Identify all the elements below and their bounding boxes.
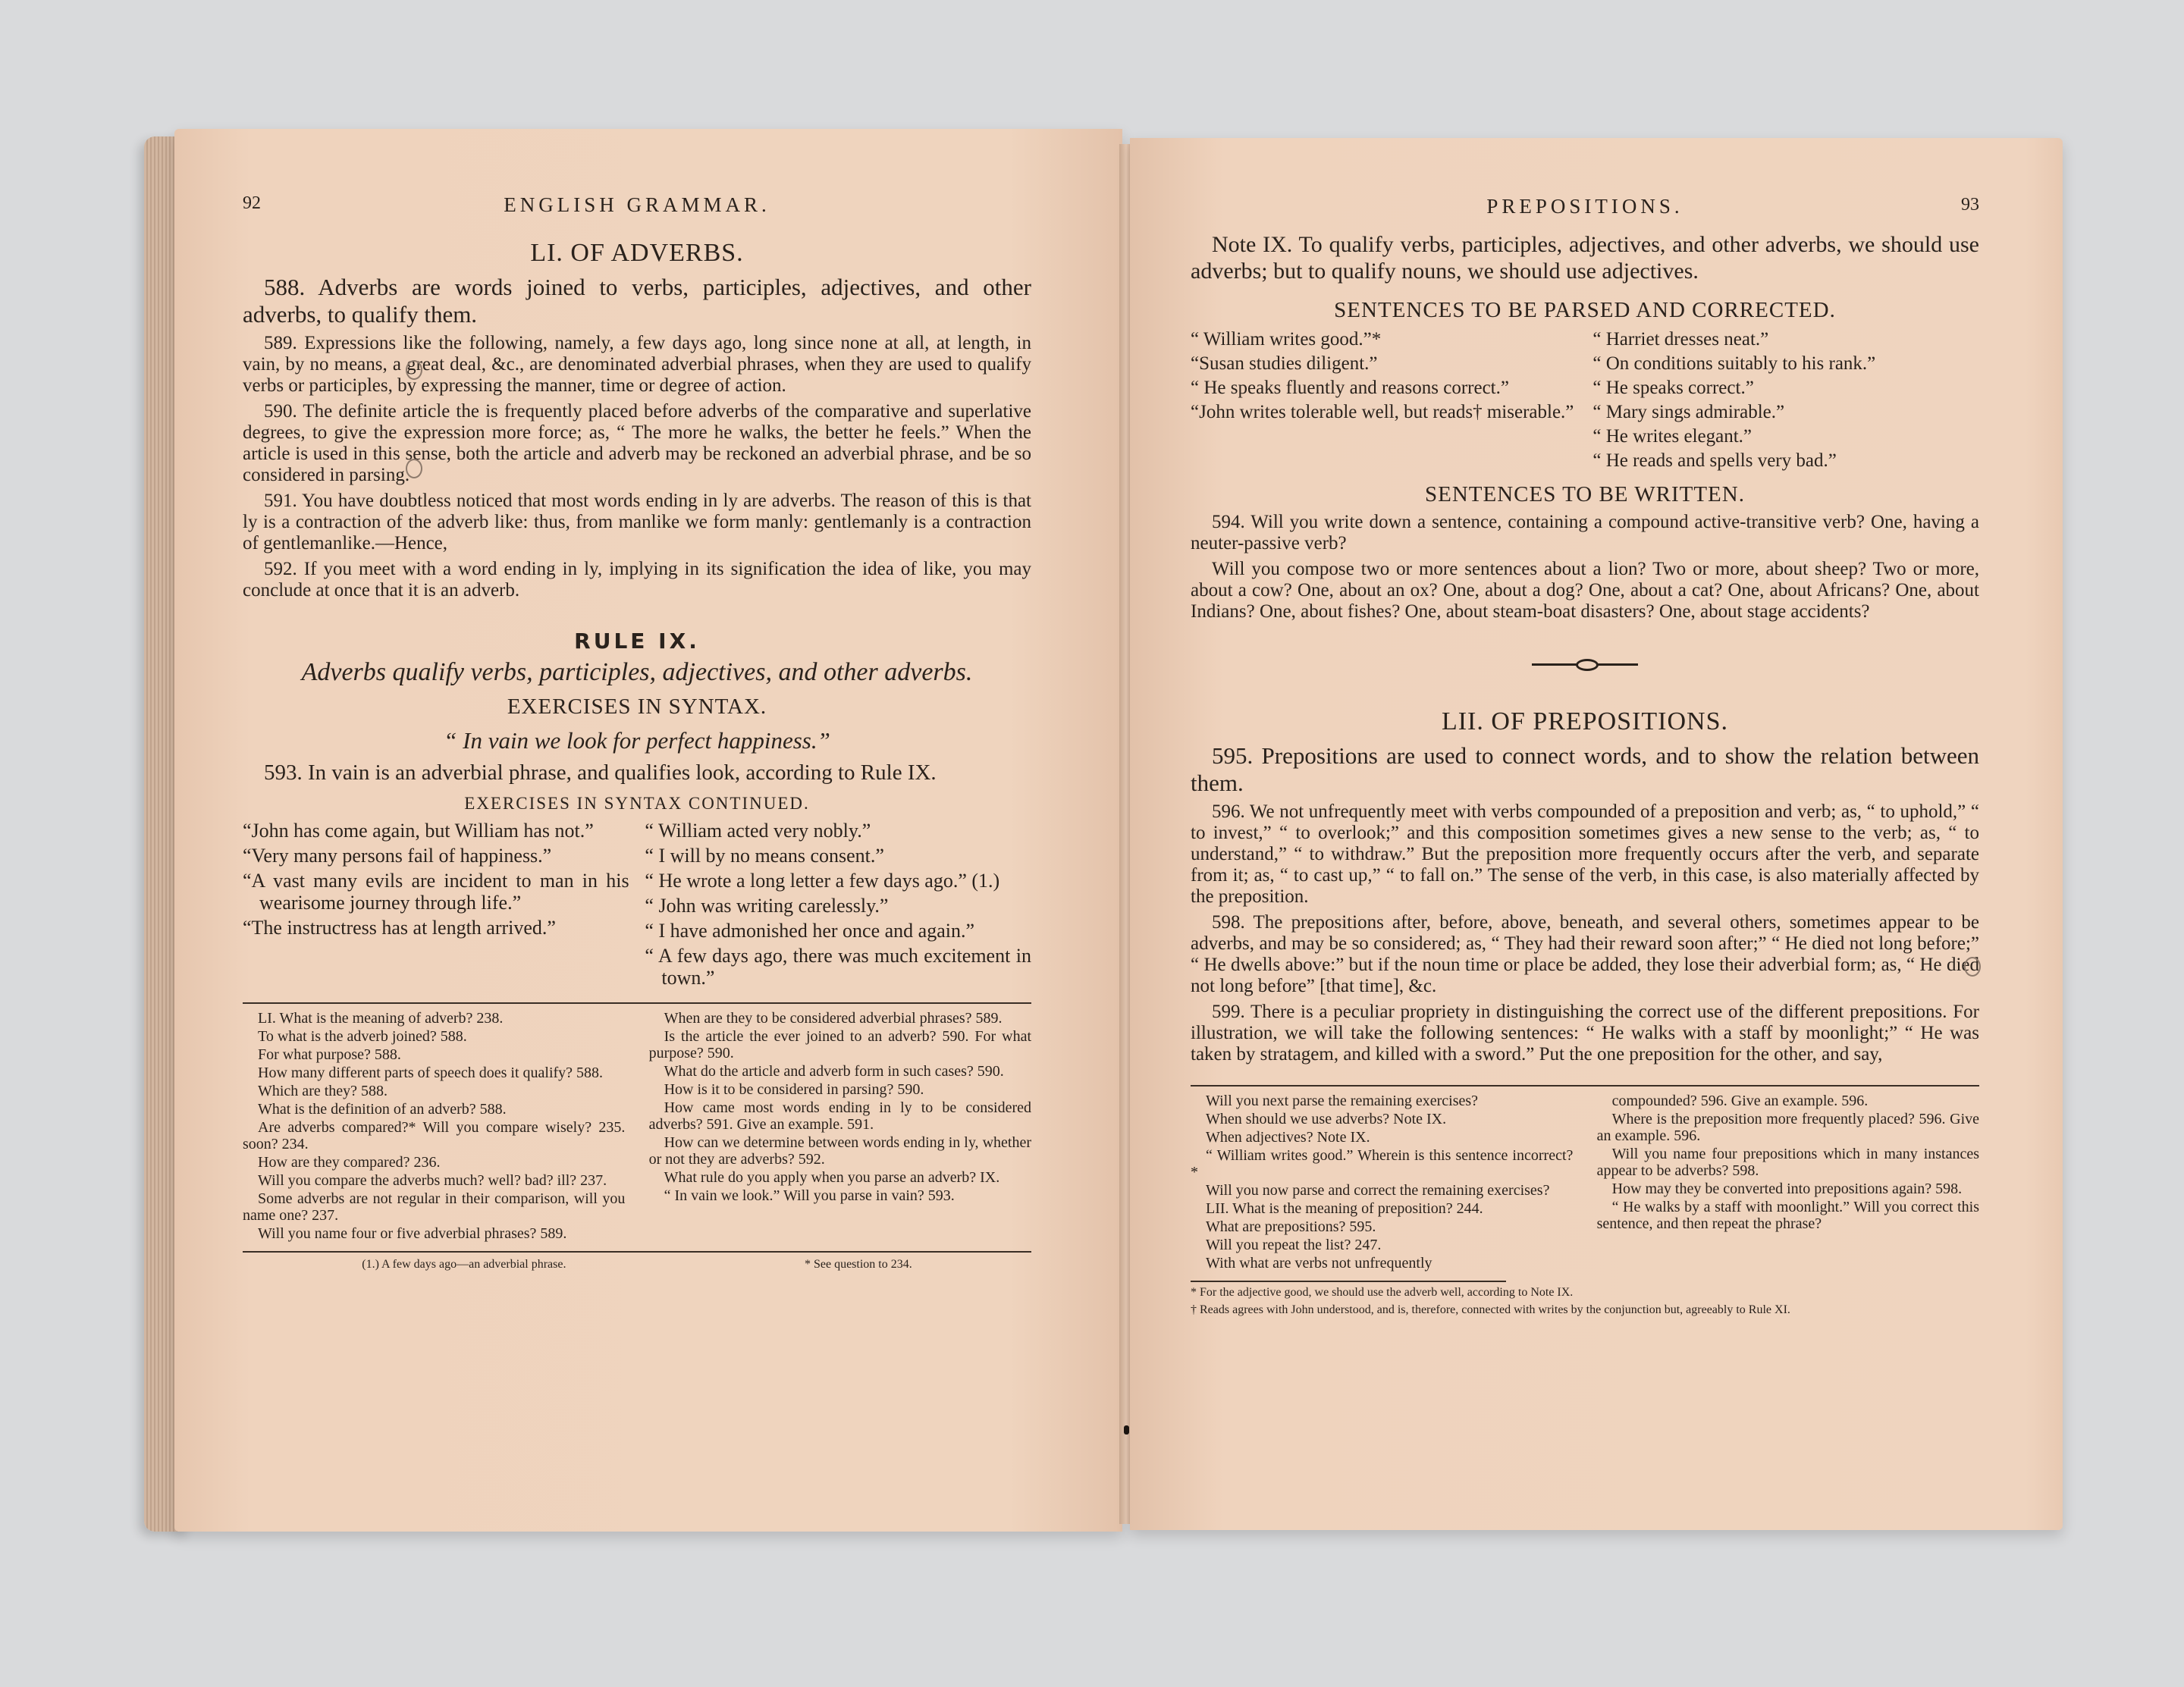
question: Will you repeat the list? 247. xyxy=(1206,1237,1382,1253)
question: What do the article and adverb form in such cases? 590. xyxy=(664,1063,1004,1080)
section-ornament xyxy=(1532,659,1638,669)
question: When are they to be considered adverbial phrases? 589. xyxy=(664,1010,1003,1027)
list-item: “ William acted very nobly.” xyxy=(645,820,871,842)
right-running-title: PREPOSITIONS. xyxy=(1486,195,1684,218)
left-footnotes xyxy=(243,1251,1031,1272)
divider xyxy=(243,1002,1031,1004)
list-item: “Very many persons fail of happiness.” xyxy=(243,845,552,867)
list-item: “John writes tolerable well, but reads† miserable.” xyxy=(1191,402,1574,422)
parsed-column-left xyxy=(1191,329,1577,475)
chapter-title-adverbs: LI. OF ADVERBS. xyxy=(530,239,744,267)
list-item: “The instructress has at length arrived.” xyxy=(243,917,556,939)
question: “ William writes good.” Wherein is this sentence incorrect?* xyxy=(1191,1147,1574,1181)
paragraph-598: 598. The prepositions after, before, above, beneath, and several others, sometimes appear to be adverbs, and may be so considered; as, “ They had their reward soon after;” “ He died not long before;” “ He dwells above:” but if the noun time or place be added, they lose their adverbial form; as, “ He died not long before” [that time], &c. xyxy=(1191,912,1979,996)
footnote: † Reads agrees with John understood, and is, therefore, connected with writes by the conjunction but, agreeably to Rule XI. xyxy=(1191,1303,1790,1316)
question: Will you name four prepositions which in many instances appear to be adverbs? 598. xyxy=(1596,1146,1979,1179)
exercises-continued-heading: EXERCISES IN SYNTAX CONTINUED. xyxy=(464,794,810,813)
footnote: (1.) A few days ago—an adverbial phrase. xyxy=(362,1258,566,1271)
parsed-heading: SENTENCES TO BE PARSED AND CORRECTED. xyxy=(1334,298,1836,322)
question: What rule do you apply when you parse an adverb? IX. xyxy=(664,1169,1000,1186)
list-item: “ On conditions suitably to his rank.” xyxy=(1592,353,1876,374)
rule-text: Adverbs qualify verbs, participles, adjectives, and other adverbs. xyxy=(301,658,973,686)
paragraph-592: 592. If you meet with a word ending in ly, implying in its signification the idea of like, you may conclude at once that it is an adverb. xyxy=(243,559,1031,600)
list-item: “ John was writing carelessly.” xyxy=(645,895,889,917)
right-running-head xyxy=(1191,195,1979,225)
chapter-title-prepositions: LII. OF PREPOSITIONS. xyxy=(1441,707,1729,735)
question: What are prepositions? 595. xyxy=(1206,1218,1376,1235)
question: Where is the preposition more frequently placed? 596. Give an example. 596. xyxy=(1596,1111,1979,1144)
question: For what purpose? 588. xyxy=(258,1046,401,1063)
paragraph-599: 599. There is a peculiar propriety in distinguishing the correct use of the different prepositions. For illustration, we will take the following sentences: “ He walks with a staff by moonlight;” “ He was taken by stratagem, and killed with a sword.” Put the one preposition for the other, and say, xyxy=(1191,1002,1979,1065)
list-item: “ He speaks correct.” xyxy=(1592,378,1754,398)
question: Is the article the ever joined to an adverb? 590. For what purpose? 590. xyxy=(648,1028,1031,1061)
question: Are adverbs compared?* Will you compare wisely? 235. soon? 234. xyxy=(243,1119,626,1152)
question: Will you name four or five adverbial phrases? 589. xyxy=(258,1225,567,1242)
question: LI. What is the meaning of adverb? 238. xyxy=(258,1010,504,1027)
paragraph-596: 596. We not unfrequently meet with verbs compounded of a preposition and verb; as, “ to uphold,” “ to invest,” “ to overlook;” and this composition sometimes gives a new sense to the verb; as, “ to understand,” “ to withdraw.” But the preposition more frequently occurs after the verb, and separate from it; as, “ to cast up,” “ to fall on.” The sense of the verb, in this case, is also materially affected by the preposition. xyxy=(1191,801,1979,907)
list-item: “ I have admonished her once and again.” xyxy=(645,920,974,942)
question: LII. What is the meaning of preposition? 244. xyxy=(1206,1200,1483,1217)
footnote: * For the adjective good, we should use the adverb well, according to Note IX. xyxy=(1191,1286,1574,1299)
left-running-title: ENGLISH GRAMMAR. xyxy=(504,193,770,216)
right-page-number: 93 xyxy=(1961,195,1979,215)
paragraph-590: 590. The definite article the is frequently placed before adverbs of the comparative and superlative degrees, to give the expression more force; as, “ The more he walks, the better he feels.” When the article is used in this sense, both the article and adverb may be reckoned an adverbial phrase, and be so considered in parsing. xyxy=(243,401,1031,485)
question: What is the definition of an adverb? 588. xyxy=(258,1101,507,1118)
questions-column-left xyxy=(243,1010,625,1243)
note-ix: Note IX. To qualify verbs, participles, adjectives, and other adverbs, we should use adverbs; but to qualify nouns, we should use adjectives. xyxy=(1191,232,1979,284)
list-item: “A vast many evils are incident to man in his wearisome journey through life.” xyxy=(243,870,629,914)
question: When should we use adverbs? Note IX. xyxy=(1206,1111,1447,1127)
list-item: “ A few days ago, there was much excitement in town.” xyxy=(645,945,1031,989)
divider xyxy=(1191,1085,1979,1087)
list-item: “John has come again, but William has not.” xyxy=(243,820,594,842)
question: When adjectives? Note IX. xyxy=(1206,1129,1370,1146)
question: Will you next parse the remaining exercises? xyxy=(1206,1093,1479,1109)
binding-stitch xyxy=(1124,1425,1129,1435)
questions-column-right xyxy=(649,1010,1031,1243)
paragraph-594: 594. Will you write down a sentence, containing a compound active-transitive verb? One, having a neuter-passive verb? xyxy=(1191,512,1979,553)
paragraph-594-continued: Will you compose two or more sentences about a lion? Two or more, about sheep? Two or more, about a cow? One, about an ox? One, about a dog? One, about a cat? One, about Africans? One, about Indians? One, about fishes? One, about steam-boat disasters? One, about stage accidents? xyxy=(1191,559,1979,622)
question: compounded? 596. Give an example. 596. xyxy=(1611,1093,1869,1109)
right-page xyxy=(1130,138,2063,1530)
questions-column-right xyxy=(1597,1093,1979,1273)
list-item: “ I will by no means consent.” xyxy=(645,845,884,867)
rule-heading: RULE IX. xyxy=(574,629,700,654)
question: How came most words ending in ly to be considered adverbs? 591. Give an example. 591. xyxy=(648,1099,1031,1133)
list-item: “Susan studies diligent.” xyxy=(1191,353,1378,374)
open-book xyxy=(144,129,2063,1554)
question: Which are they? 588. xyxy=(258,1083,388,1099)
questions-column-left xyxy=(1191,1093,1573,1273)
paragraph-595: 595. Prepositions are used to connect words, and to show the relation between them. xyxy=(1191,742,1979,796)
punch-hole-mark xyxy=(1964,957,1981,977)
footnote: * See question to 234. xyxy=(804,1258,912,1271)
paragraph-588: 588. Adverbs are words joined to verbs, participles, adjectives, and other adverbs, to qualify them. xyxy=(243,274,1031,328)
paragraph-591: 591. You have doubtless noticed that most words ending in ly are adverbs. The reason of this is that ly is a contraction of the adverb like: thus, from manlike we form manly: gentlemanly is a contraction of gentlemanlike.—Hence, xyxy=(243,491,1031,553)
left-page xyxy=(174,129,1122,1532)
parsed-sentences xyxy=(1191,329,1979,475)
question: “ In vain we look.” Will you parse in vain? 593. xyxy=(664,1187,955,1204)
parsed-column-right xyxy=(1592,329,1979,475)
exercises-heading: EXERCISES IN SYNTAX. xyxy=(507,695,767,719)
review-questions xyxy=(1191,1093,1979,1273)
question: How are they compared? 236. xyxy=(258,1154,441,1171)
question: With what are verbs not unfrequently xyxy=(1206,1255,1432,1272)
paragraph-589: 589. Expressions like the following, namely, a few days ago, long since none at all, at length, in vain, by no means, a great deal, &c., are denominated adverbial phrases, when they are used to qualify verbs or participles, by expressing the manner, time or degree of action. xyxy=(243,333,1031,396)
list-item: “ He wrote a long letter a few days ago.” (1.) xyxy=(645,870,1000,892)
exercise-sentences xyxy=(243,820,1031,992)
written-heading: SENTENCES TO BE WRITTEN. xyxy=(1425,482,1745,506)
punch-hole-mark xyxy=(406,459,422,478)
question: How many different parts of speech does it qualify? 588. xyxy=(258,1065,604,1081)
question: “ He walks by a staff with moonlight.” Will you correct this sentence, and then repeat the phrase? xyxy=(1596,1199,1979,1232)
footnote-divider xyxy=(1191,1281,1506,1282)
review-questions xyxy=(243,1010,1031,1243)
list-item: “ William writes good.”* xyxy=(1191,329,1382,350)
list-item: “ Harriet dresses neat.” xyxy=(1592,329,1769,350)
question: To what is the adverb joined? 588. xyxy=(258,1028,467,1045)
list-item: “ He speaks fluently and reasons correct.” xyxy=(1191,378,1509,398)
punch-hole-mark xyxy=(406,360,422,380)
question: Will you compare the adverbs much? well? bad? ill? 237. xyxy=(258,1172,607,1189)
question: How can we determine between words ending in ly, whether or not they are adverbs? 592. xyxy=(648,1134,1031,1168)
question: How is it to be considered in parsing? 590. xyxy=(664,1081,924,1098)
question: How may they be converted into prepositions again? 598. xyxy=(1611,1181,1963,1197)
question: Some adverbs are not regular in their comparison, will you name one? 237. xyxy=(243,1190,626,1224)
exercise-column-right xyxy=(645,820,1031,992)
left-page-content xyxy=(243,193,1031,1272)
example-sentence: “ In vain we look for perfect happiness.” xyxy=(444,727,830,754)
paragraph-593: 593. In vain is an adverbial phrase, and qualifies look, according to Rule IX. xyxy=(264,760,937,785)
exercise-column-left xyxy=(243,820,629,992)
list-item: “ He writes elegant.” xyxy=(1592,426,1753,447)
list-item: “ He reads and spells very bad.” xyxy=(1592,450,1837,471)
left-page-number: 92 xyxy=(243,193,261,213)
question: Will you now parse and correct the remaining exercises? xyxy=(1206,1182,1550,1199)
right-page-content xyxy=(1191,195,1979,1317)
list-item: “ Mary sings admirable.” xyxy=(1592,402,1785,422)
left-running-head xyxy=(243,193,1031,224)
